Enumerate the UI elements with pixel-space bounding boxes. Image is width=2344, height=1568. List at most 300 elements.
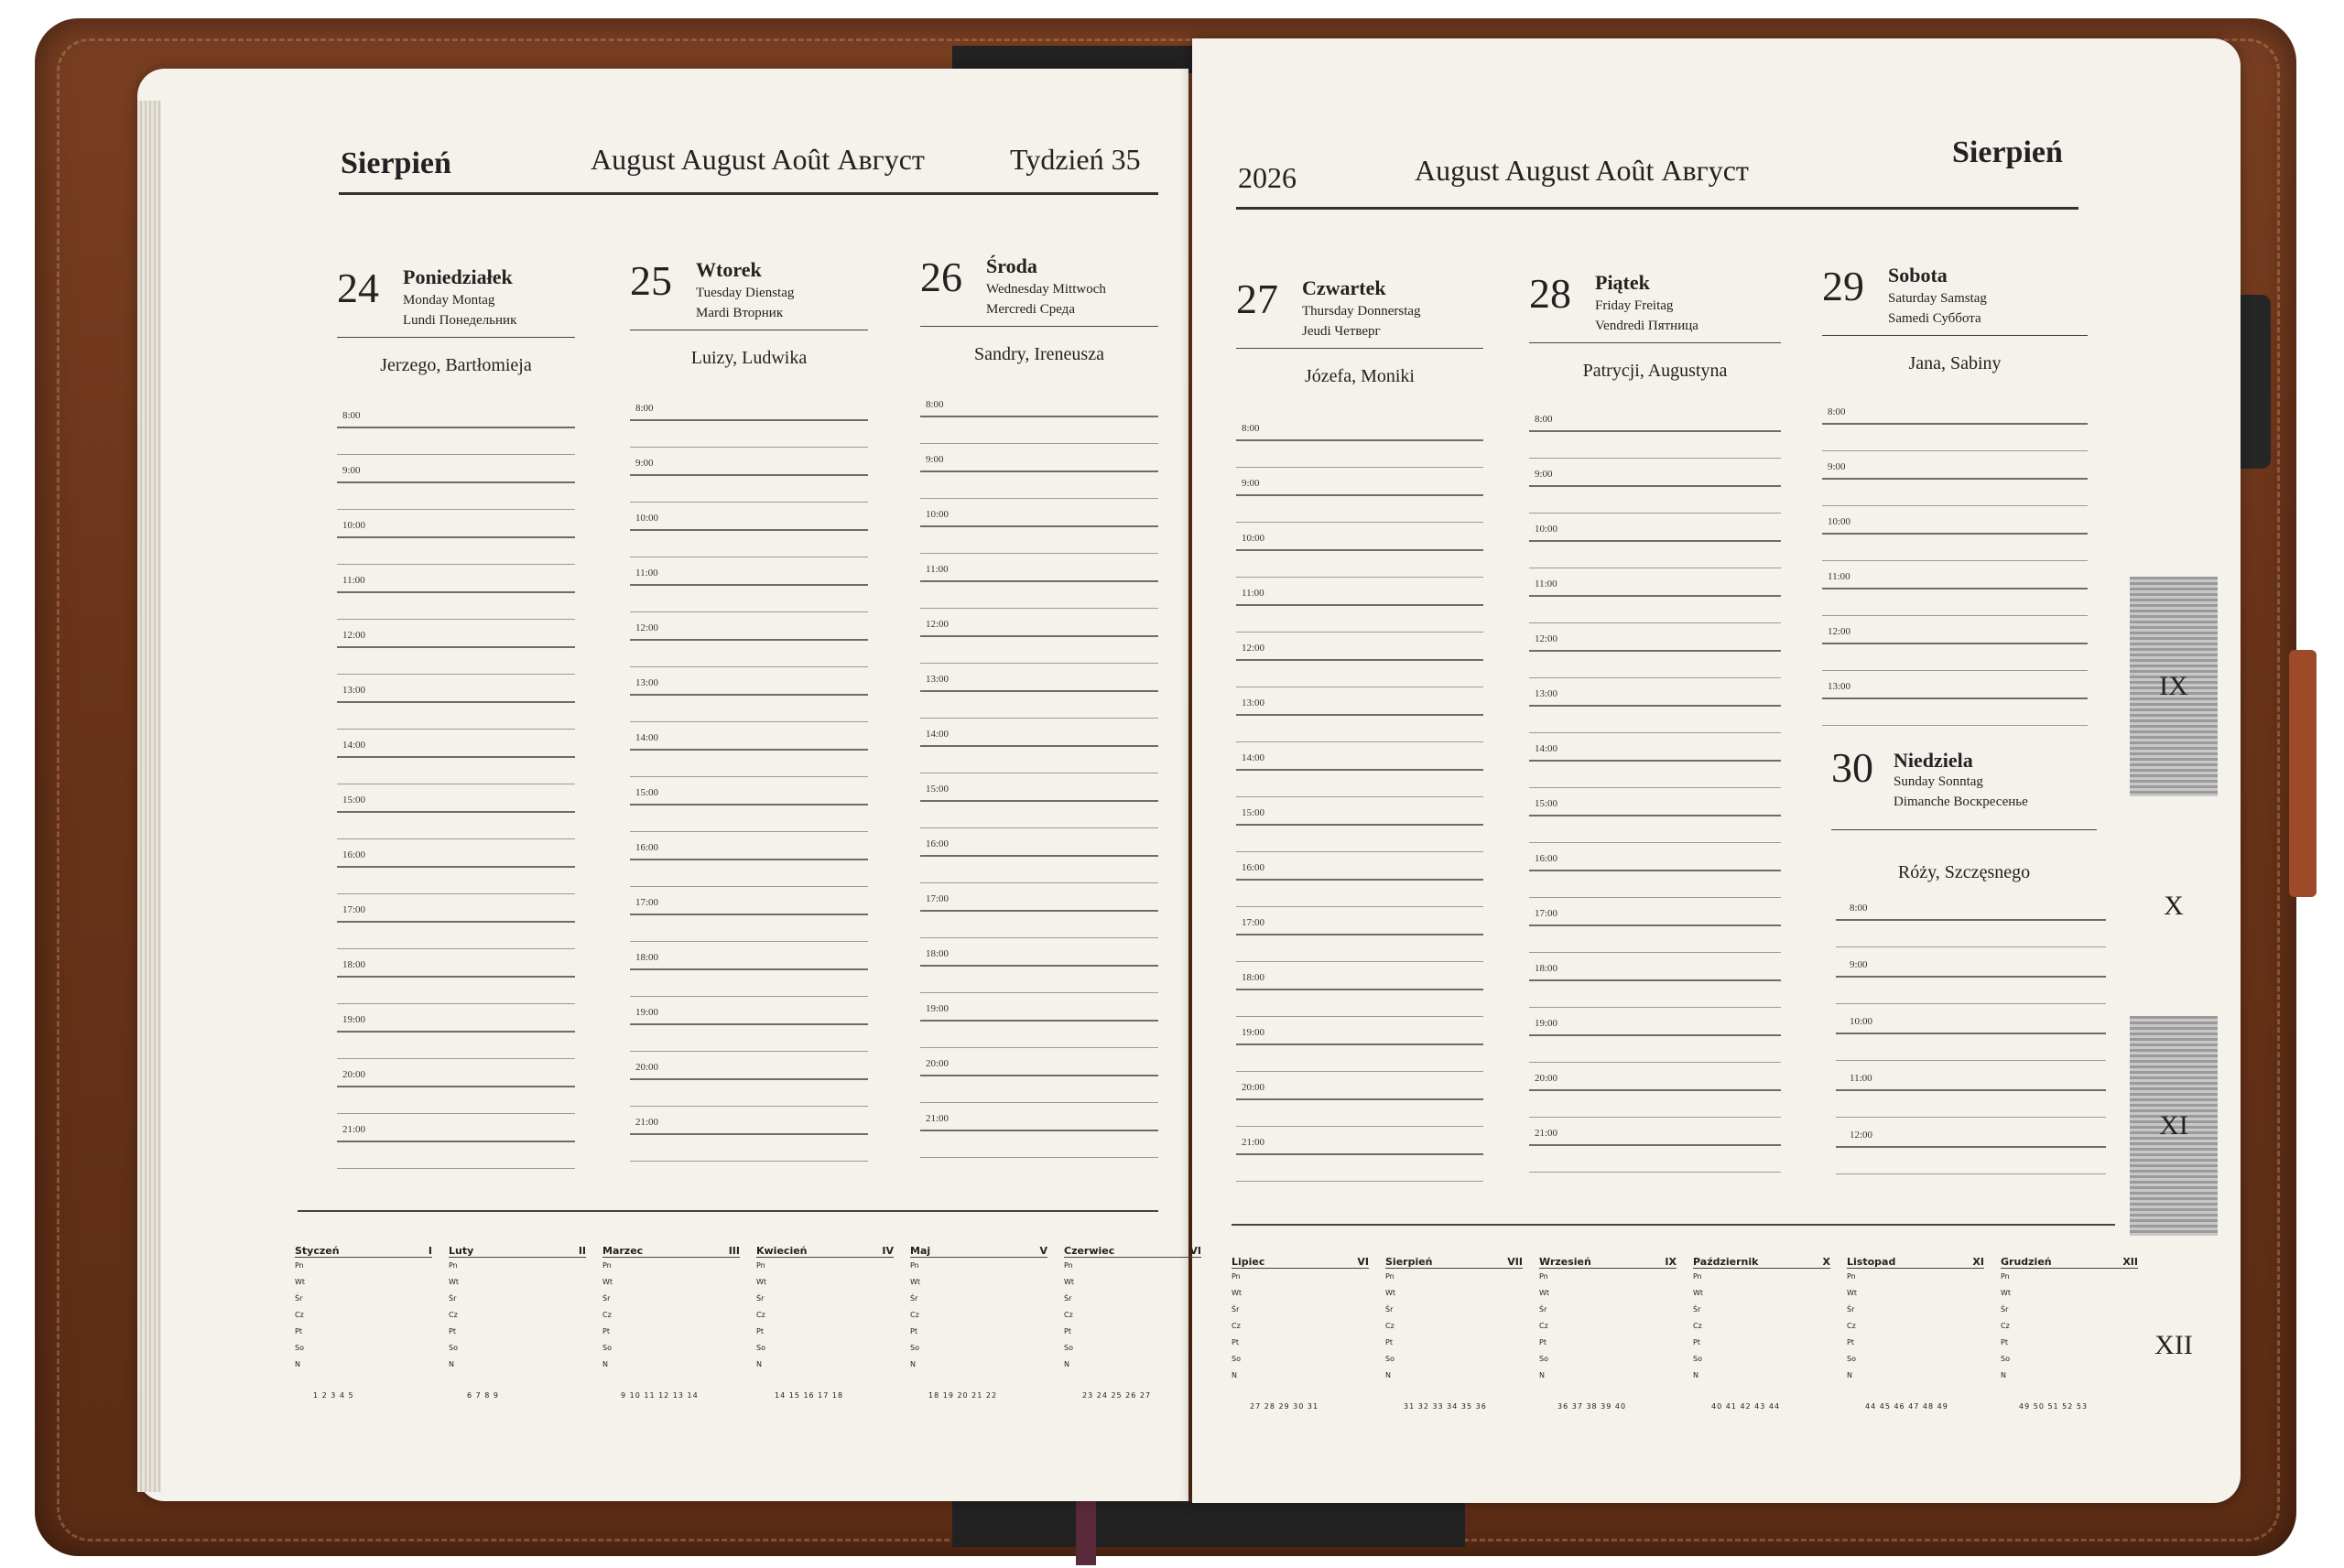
hour-line (337, 646, 575, 648)
hour-line (630, 474, 868, 476)
half-hour-line (337, 729, 575, 730)
mini-calendar-day-label: So (1064, 1344, 1073, 1352)
mini-calendar-day-label: Śr (756, 1294, 765, 1303)
day-translation-1: Tuesday Dienstag (696, 286, 795, 300)
mini-calendar-row (756, 1258, 894, 1274)
half-hour-line (1529, 1007, 1781, 1008)
nameday: Jana, Sabiny (1908, 353, 2002, 373)
half-hour-line (1529, 787, 1781, 788)
hour-line (337, 756, 575, 758)
hour-label: 14:00 (635, 732, 659, 743)
hour-label: 13:00 (926, 674, 950, 685)
mini-calendar-header (910, 1245, 1047, 1258)
mini-calendar (1064, 1245, 1201, 1373)
mini-calendar-month: Kwiecień (756, 1245, 808, 1257)
hour-line (337, 811, 575, 813)
left-month-title: Sierpień (341, 146, 451, 180)
mini-calendar-day-label: Śr (295, 1294, 303, 1303)
hour-line (1236, 1098, 1483, 1100)
mini-calendar-day-label: Pt (602, 1327, 610, 1336)
half-hour-line (337, 1058, 575, 1059)
half-hour-line (630, 1106, 868, 1107)
nameday: Józefa, Moniki (1305, 366, 1415, 386)
mini-calendar-month: Styczeń (295, 1245, 340, 1257)
day-name: Czwartek (1302, 276, 1386, 299)
mini-calendar-row (1064, 1340, 1201, 1357)
mini-calendar-row (756, 1324, 894, 1340)
half-hour-line (337, 454, 575, 455)
week-number: Tydzień 35 (1010, 143, 1141, 176)
half-hour-line (337, 838, 575, 839)
hour-line (1236, 604, 1483, 606)
mini-calendar-day-label: Pn (1064, 1261, 1073, 1270)
mini-calendar-day-label: Pt (1064, 1327, 1071, 1336)
elastic-band-bottom (952, 1501, 1465, 1547)
hour-line (630, 914, 868, 915)
hour-label: 11:00 (1535, 579, 1557, 589)
hour-line (1236, 769, 1483, 771)
day-translation-1: Saturday Samstag (1888, 291, 1987, 306)
mini-calendar-day-label: Śr (602, 1294, 611, 1303)
mini-calendar (1847, 1256, 1984, 1384)
half-hour-line (1529, 1062, 1781, 1063)
hour-line (1236, 1044, 1483, 1045)
nameday: Sandry, Ireneusza (974, 344, 1104, 364)
mini-calendar-row (910, 1291, 1047, 1307)
hour-line (920, 525, 1158, 527)
day-translation-2: Mercredi Среда (986, 302, 1075, 317)
hour-label: 8:00 (1850, 903, 1868, 914)
hour-label: 13:00 (342, 685, 366, 696)
hour-line (920, 416, 1158, 417)
hour-label: 9:00 (926, 454, 944, 465)
mini-calendar-day-label: Wt (1385, 1289, 1396, 1297)
hour-line (1529, 540, 1781, 542)
mini-calendar-row (1064, 1307, 1201, 1324)
mini-calendar-day-label: Cz (449, 1311, 458, 1319)
half-hour-line (630, 502, 868, 503)
mini-calendar-row (1232, 1318, 1369, 1335)
day-rule (920, 326, 1158, 327)
mini-calendar-row (1693, 1368, 1830, 1384)
mini-calendar-day-label: Pn (1539, 1272, 1548, 1281)
hour-label: 15:00 (1535, 798, 1558, 809)
hour-label: 17:00 (1242, 917, 1265, 928)
hour-line (630, 639, 868, 641)
hour-line (630, 968, 868, 970)
mini-calendar-day-label: Cz (910, 1311, 919, 1319)
mini-calendar-day-label: N (1847, 1371, 1852, 1379)
mini-calendar-row (1385, 1318, 1523, 1335)
mini-calendar-day-label: So (2001, 1355, 2010, 1363)
tab-november[interactable]: XI (2130, 1016, 2218, 1236)
mini-calendar-roman: XI (1972, 1256, 1984, 1268)
day-rule (1529, 342, 1781, 343)
mini-calendar-day-label: Pt (1693, 1338, 1700, 1346)
right-header-rule (1236, 207, 2078, 210)
hour-line (920, 745, 1158, 747)
hour-line (1836, 1033, 2106, 1034)
mini-calendar-day-label: Śr (1064, 1294, 1072, 1303)
mini-calendar-row (1385, 1351, 1523, 1368)
mini-calendar-day-label: So (1385, 1355, 1394, 1363)
mini-calendar-row (1847, 1335, 1984, 1351)
hour-line (630, 694, 868, 696)
mini-calendar-month: Lipiec (1232, 1256, 1265, 1268)
hour-line (337, 976, 575, 978)
hour-line (1529, 979, 1781, 981)
mini-calendar-month: Sierpień (1385, 1256, 1433, 1268)
hour-line (1529, 485, 1781, 487)
mini-calendar-day-label: Wt (1232, 1289, 1243, 1297)
hour-label: 20:00 (1535, 1073, 1558, 1084)
day-name: Środa (986, 254, 1037, 277)
mini-calendar-weeks: 14 15 16 17 18 (775, 1391, 844, 1400)
mini-calendar-row (295, 1340, 432, 1357)
hour-line (920, 1020, 1158, 1022)
half-hour-line (1236, 467, 1483, 468)
half-hour-line (1836, 946, 2106, 947)
hour-line (1529, 760, 1781, 762)
tab-september[interactable]: IX (2130, 577, 2218, 796)
mini-calendar-row (1064, 1274, 1201, 1291)
half-hour-line (1836, 1173, 2106, 1174)
hour-line (337, 481, 575, 483)
day-translation-2: Samedi Суббота (1888, 311, 1981, 326)
half-hour-line (920, 882, 1158, 883)
day-number: 26 (920, 254, 962, 300)
hour-label: 12:00 (635, 622, 659, 633)
hour-label: 20:00 (1242, 1082, 1265, 1093)
half-hour-line (337, 1168, 575, 1169)
mini-calendar-day-label: Pn (295, 1261, 304, 1270)
hour-label: 9:00 (1828, 461, 1846, 472)
day-number: 28 (1529, 270, 1571, 317)
hour-line (630, 584, 868, 586)
mini-calendar-row (910, 1307, 1047, 1324)
mini-calendar-day-label: N (602, 1360, 608, 1368)
mini-calendar-day-label: Cz (1064, 1311, 1073, 1319)
half-hour-line (337, 674, 575, 675)
mini-calendar-row (449, 1291, 586, 1307)
day-translation-2: Mardi Вторник (696, 306, 784, 320)
mini-calendar-row (2001, 1351, 2138, 1368)
mini-calendar-day-label: Wt (449, 1278, 460, 1286)
mini-calendar-row (1064, 1357, 1201, 1373)
mini-calendar-day-label: Pt (2001, 1338, 2008, 1346)
mini-calendar-day-label: N (1064, 1360, 1069, 1368)
mini-calendar-day-label: So (1232, 1355, 1241, 1363)
mini-calendar-row (1385, 1335, 1523, 1351)
day-translation-1: Thursday Donnerstag (1302, 304, 1421, 319)
hour-line (920, 635, 1158, 637)
mini-calendar-row (1064, 1291, 1201, 1307)
half-hour-line (1836, 1117, 2106, 1118)
half-hour-line (1236, 906, 1483, 907)
hour-label: 21:00 (635, 1117, 659, 1128)
hour-line (1529, 925, 1781, 926)
mini-calendar-row (910, 1258, 1047, 1274)
mini-calendar-row (449, 1357, 586, 1373)
mini-calendar-day-label: Wt (1064, 1278, 1075, 1286)
hour-line (1529, 650, 1781, 652)
mini-calendar-row (1847, 1318, 1984, 1335)
day-name: Wtorek (696, 258, 762, 281)
mini-calendar-roman: VI (1357, 1256, 1369, 1268)
hour-label: 12:00 (926, 619, 950, 630)
mini-calendar-roman: VII (1507, 1256, 1523, 1268)
day-name: Poniedziałek (403, 265, 513, 288)
hour-label: 12:00 (1850, 1130, 1873, 1141)
mini-calendar-day-label: Pn (449, 1261, 458, 1270)
hour-line (1822, 643, 2088, 644)
mini-calendar-header (449, 1245, 586, 1258)
hour-line (1836, 919, 2106, 921)
mini-calendar-weeks: 36 37 38 39 40 (1557, 1402, 1627, 1411)
hour-label: 10:00 (926, 509, 950, 520)
hour-line (1822, 533, 2088, 535)
hour-label: 8:00 (1242, 423, 1260, 434)
half-hour-line (920, 1157, 1158, 1158)
hour-label: 18:00 (1242, 972, 1265, 983)
hour-line (1836, 1146, 2106, 1148)
mini-calendar-roman: II (578, 1245, 586, 1257)
half-hour-line (1822, 560, 2088, 561)
half-hour-line (1236, 522, 1483, 523)
mini-calendar-month: Wrzesień (1539, 1256, 1591, 1268)
half-hour-line (630, 996, 868, 997)
day-translation-2: Lundi Понедельник (403, 313, 517, 328)
half-hour-line (1529, 1172, 1781, 1173)
mini-calendar-row (1539, 1269, 1677, 1285)
half-hour-line (337, 1113, 575, 1114)
mini-calendar-row (295, 1258, 432, 1274)
mini-calendar-day-label: Wt (1693, 1289, 1704, 1297)
hour-line (1822, 697, 2088, 699)
year-label: 2026 (1238, 161, 1297, 194)
mini-calendar-day-label: Pn (1847, 1272, 1856, 1281)
mini-calendar-roman: XII (2122, 1256, 2138, 1268)
hour-line (920, 965, 1158, 967)
mini-calendar (2001, 1256, 2138, 1384)
hour-line (337, 591, 575, 593)
mini-calendar-day-label: N (1232, 1371, 1237, 1379)
hour-line (630, 859, 868, 860)
day-rule (1236, 348, 1483, 349)
hour-label: 11:00 (342, 575, 365, 586)
day-translation-2: Vendredi Пятница (1595, 319, 1698, 333)
hour-line (1236, 879, 1483, 881)
half-hour-line (920, 1047, 1158, 1048)
mini-calendar-day-label: Wt (756, 1278, 767, 1286)
hour-line (920, 1130, 1158, 1131)
hour-label: 13:00 (1828, 681, 1851, 692)
hour-line (920, 855, 1158, 857)
hour-line (920, 800, 1158, 802)
hour-line (1822, 478, 2088, 480)
mini-calendar-day-label: N (449, 1360, 454, 1368)
sunday-nameday: Róży, Szczęsnego (1897, 862, 2031, 882)
hour-label: 12:00 (1535, 633, 1558, 644)
hour-line (1236, 549, 1483, 551)
hour-label: 18:00 (1535, 963, 1558, 974)
mini-calendar-row (1385, 1302, 1523, 1318)
hour-label: 8:00 (1828, 406, 1846, 417)
mini-calendar-row (910, 1324, 1047, 1340)
hour-label: 19:00 (1535, 1018, 1558, 1029)
mini-calendar-day-label: N (1539, 1371, 1545, 1379)
hour-label: 11:00 (1828, 571, 1850, 582)
mini-calendar-day-label: So (449, 1344, 458, 1352)
half-hour-line (1529, 952, 1781, 953)
hour-label: 17:00 (635, 897, 659, 908)
mini-calendar-header (1385, 1256, 1523, 1269)
mini-calendar-day-label: Pn (756, 1261, 765, 1270)
hour-line (337, 701, 575, 703)
hour-label: 12:00 (1242, 643, 1265, 654)
hour-line (337, 1031, 575, 1033)
mini-calendar-day-label: Pt (295, 1327, 302, 1336)
mini-calendar-weeks: 40 41 42 43 44 (1711, 1402, 1781, 1411)
hour-line (1236, 989, 1483, 990)
mini-calendar-row (1539, 1351, 1677, 1368)
hour-line (1836, 1089, 2106, 1091)
hour-line (1822, 423, 2088, 425)
half-hour-line (1836, 1060, 2106, 1061)
half-hour-line (920, 718, 1158, 719)
half-hour-line (1236, 796, 1483, 797)
hour-line (630, 804, 868, 806)
mini-calendar-day-label: Pt (1539, 1338, 1546, 1346)
half-hour-line (337, 564, 575, 565)
hour-line (1822, 588, 2088, 589)
hour-label: 14:00 (1535, 743, 1558, 754)
hour-label: 20:00 (926, 1058, 950, 1069)
mini-calendar (602, 1245, 740, 1373)
hour-line (1836, 976, 2106, 978)
hour-label: 8:00 (1535, 414, 1553, 425)
half-hour-line (1529, 513, 1781, 514)
mini-calendar-row (1847, 1285, 1984, 1302)
hour-label: 14:00 (926, 729, 950, 740)
mini-calendar-row (295, 1307, 432, 1324)
hour-label: 10:00 (1850, 1016, 1873, 1027)
hour-line (630, 419, 868, 421)
half-hour-line (337, 619, 575, 620)
hour-label: 15:00 (342, 795, 366, 806)
nameday: Jerzego, Bartłomieja (380, 355, 532, 375)
hour-label: 13:00 (1535, 688, 1558, 699)
mini-calendar-day-label: Pn (2001, 1272, 2010, 1281)
day-translation-1: Monday Montag (403, 293, 495, 308)
hour-label: 9:00 (1535, 469, 1553, 480)
mini-calendar-row (1847, 1351, 1984, 1368)
hour-line (337, 866, 575, 868)
mini-calendar-weeks: 44 45 46 47 48 49 (1865, 1402, 1948, 1411)
mini-calendar-day-label: Wt (602, 1278, 613, 1286)
hour-label: 15:00 (926, 784, 950, 795)
mini-calendar-day-label: Cz (1693, 1322, 1702, 1330)
hour-label: 9:00 (635, 458, 654, 469)
mini-calendar (756, 1245, 894, 1373)
mini-calendar-row (756, 1357, 894, 1373)
mini-calendar-day-label: Wt (295, 1278, 306, 1286)
mini-calendar-day-label: Śr (910, 1294, 918, 1303)
half-hour-line (1822, 450, 2088, 451)
hour-label: 9:00 (1242, 478, 1260, 489)
half-hour-line (1529, 842, 1781, 843)
mini-calendar-day-label: So (1539, 1355, 1548, 1363)
hour-line (920, 580, 1158, 582)
hour-label: 8:00 (926, 399, 944, 410)
mini-calendar-row (1539, 1285, 1677, 1302)
mini-calendar-weeks: 31 32 33 34 35 36 (1404, 1402, 1487, 1411)
half-hour-line (1529, 897, 1781, 898)
day-translation-1: Wednesday Mittwoch (986, 282, 1106, 297)
day-rule (1822, 335, 2088, 336)
hour-line (1236, 494, 1483, 496)
mini-calendar (449, 1245, 586, 1373)
mini-calendar-header (1232, 1256, 1369, 1269)
hour-label: 13:00 (1242, 697, 1265, 708)
mini-calendar-row (1693, 1269, 1830, 1285)
mini-calendar-day-label: Cz (1385, 1322, 1394, 1330)
mini-calendar-row (1539, 1368, 1677, 1384)
tab-october[interactable]: X (2164, 891, 2184, 921)
mini-calendar-day-label: N (910, 1360, 916, 1368)
half-hour-line (1236, 1016, 1483, 1017)
half-hour-line (920, 663, 1158, 664)
hour-label: 16:00 (1242, 862, 1265, 873)
half-hour-line (630, 666, 868, 667)
mini-calendar-day-label: So (1847, 1355, 1856, 1363)
mini-calendar-weeks: 18 19 20 21 22 (928, 1391, 998, 1400)
mini-calendar-day-label: Pn (1693, 1272, 1702, 1281)
half-hour-line (1822, 725, 2088, 726)
hour-line (630, 1023, 868, 1025)
left-bottom-rule (298, 1210, 1158, 1212)
hour-label: 21:00 (1535, 1128, 1558, 1139)
mini-calendar-weeks: 23 24 25 26 27 (1082, 1391, 1152, 1400)
mini-calendar-row (1847, 1302, 1984, 1318)
mini-calendar-row (1693, 1318, 1830, 1335)
mini-calendar-row (449, 1274, 586, 1291)
hour-label: 16:00 (342, 849, 366, 860)
tab-december[interactable]: XII (2154, 1330, 2193, 1360)
hour-label: 10:00 (1828, 516, 1851, 527)
day-number: 25 (630, 257, 672, 304)
mini-calendar-month: Grudzień (2001, 1256, 2052, 1268)
mini-calendar-roman: IV (882, 1245, 894, 1257)
mini-calendar-day-label: Pt (1385, 1338, 1393, 1346)
mini-calendar-row (1064, 1258, 1201, 1274)
hour-line (337, 536, 575, 538)
half-hour-line (920, 498, 1158, 499)
half-hour-line (630, 776, 868, 777)
left-header-rule (339, 192, 1158, 195)
hour-line (630, 1078, 868, 1080)
mini-calendar-row (602, 1258, 740, 1274)
mini-calendar-roman: V (1039, 1245, 1047, 1257)
day-number: 29 (1822, 263, 1864, 309)
hour-label: 19:00 (635, 1007, 659, 1018)
mini-calendar-roman: I (428, 1245, 432, 1257)
mini-calendar-row (756, 1340, 894, 1357)
hour-line (337, 1086, 575, 1087)
hour-line (630, 1133, 868, 1135)
nameday: Patrycji, Augustyna (1582, 361, 1728, 381)
right-month-title: Sierpień (1952, 135, 2063, 169)
